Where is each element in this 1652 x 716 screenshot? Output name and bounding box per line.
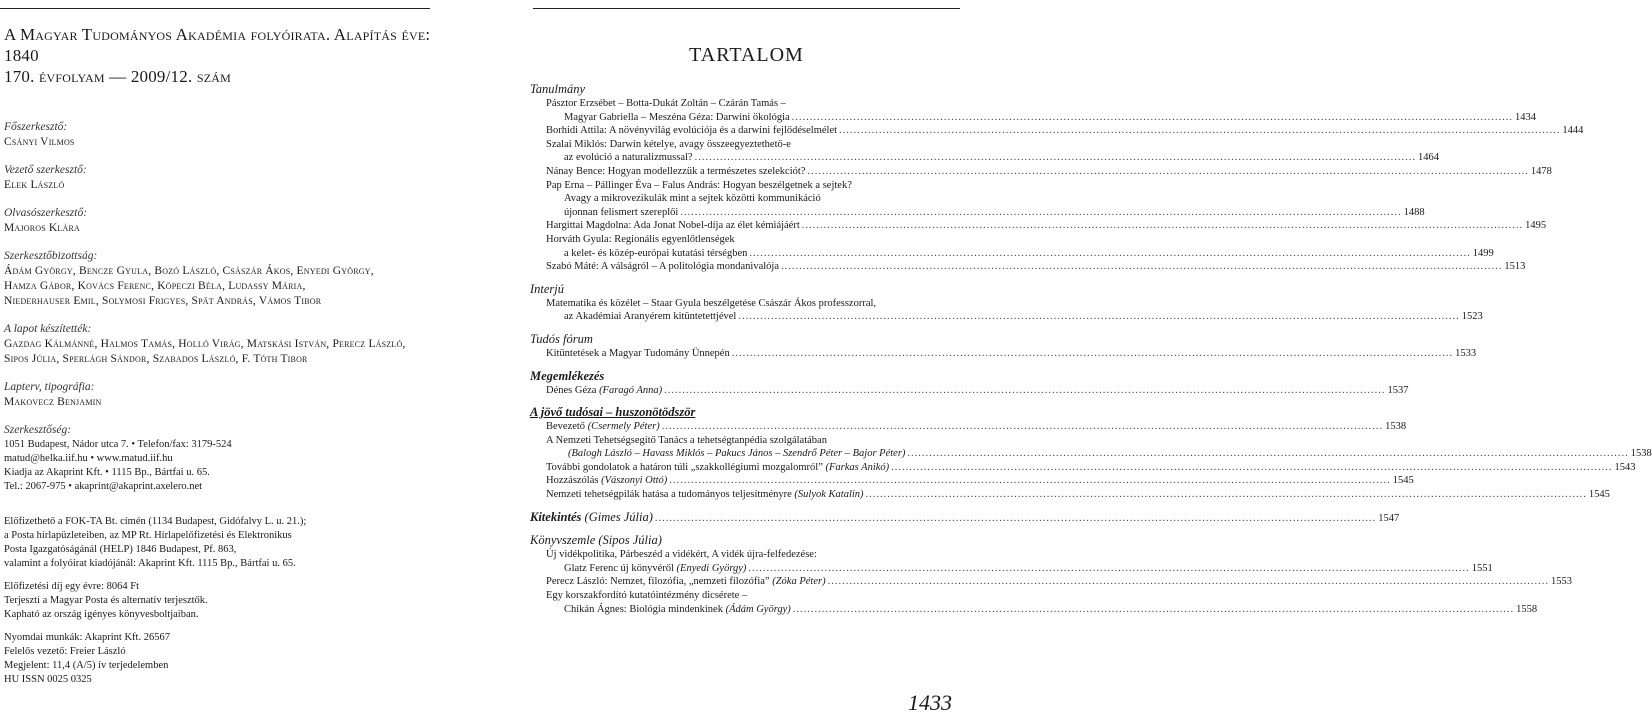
office-line-2: matud@helka.iif.hu • www.matud.iif.hu [4,453,173,464]
leader-dots [828,575,1549,589]
leader-dots [749,247,1470,261]
staff-names-board-3: Niederhauser Emil, Solymosi Frigyes, Spät András, Vámos Tibor [4,295,322,307]
toc-section-kitekintes[interactable]: Kitekintés (Gimes Júlia) ..... 1547 [530,509,950,526]
staff-names-contributors-1: Gazdag Kálmánné, Halmos Tamás, Holló Virág, Matskási István, Perecz László, [4,338,406,350]
leader-dots [664,384,1385,398]
subscription-line-3: Posta Igazgatóságánál (HELP) 1846 Budapest, Pf. 863, [4,544,237,555]
toc-entry[interactable]: az Akadémiai Aranyérem kitüntetettjével ..... 1523 [530,310,950,324]
page-number: 1433 [908,690,952,715]
leader-dots [802,219,1523,233]
print-line-2: Felelős vezető: Freier László [4,646,126,657]
leader-dots [839,124,1560,138]
leader-dots [907,447,1628,461]
toc-section-interju: Interjú [530,281,565,296]
price-line-2: Terjeszti a Magyar Posta és alternatív terjesztők. [4,595,208,606]
toc-entry[interactable]: Dénes Géza (Faragó Anna) ..... 1537 [530,384,950,398]
leader-dots [891,461,1612,475]
toc-page: 1553 [1550,576,1572,588]
leader-dots [732,347,1453,361]
staff-label-contributors: A lapot készítették: [4,323,92,335]
staff-names-board-2: Hamza Gábor, Kovács Ferenc, Köpeczi Béla, Ludassy Mária, [4,280,306,292]
top-rule-right [533,8,960,9]
staff-name-design: Makovecz Benjamin [4,396,102,408]
toc-entry[interactable]: Nánay Bence: Hogyan modellezzük a természetes szelekciót? ..... 1478 [530,165,950,179]
leader-dots [807,165,1528,179]
toc-entry[interactable]: Hargittai Magdolna: Ada Jonat Nobel-díja az élet kémiájáért ..... 1495 [530,219,950,233]
office-line-1: 1051 Budapest, Nádor utca 7. • Telefon/fax: 3179-524 [4,439,232,450]
toc-page: 1545 [1588,489,1610,501]
leader-dots [662,420,1383,434]
leader-dots [792,111,1513,125]
staff-label-managing-editor: Vezető szerkesztő: [4,164,87,176]
toc-page: 1537 [1387,384,1409,396]
toc-entry[interactable]: Matematika és közélet – Staar Gyula beszélgetése Császár Ákos professzorral, [546,297,877,309]
toc-page: 1538 [1385,421,1407,433]
toc-entry[interactable]: Szalai Miklós: Darwin kételye, avagy összeegyeztethető-e [546,138,791,150]
staff-names-board-1: Ádám György, Bencze Gyula, Bozó László, Császár Ákos, Enyedi György, [4,265,374,277]
toc-entry[interactable]: Perecz László: Nemzet, filozófia, „nemzeti filozófia” (Zóka Péter) ..... 1553 [530,575,950,589]
print-line-1: Nyomdai munkák: Akaprint Kft. 26567 [4,632,170,643]
toc-entry[interactable]: A Nemzeti Tehetségsegítő Tanács a tehetségtanpédia szolgálatában [546,434,827,446]
toc-page: 1513 [1504,261,1526,273]
toc-section-tudos-forum: Tudós fórum [530,331,593,346]
toc [530,81,1652,616]
print-line-4: HU ISSN 0025 0325 [4,674,92,685]
leader-dots [781,260,1502,274]
toc-page: 1523 [1461,311,1483,323]
toc-entry[interactable]: Horváth Gyula: Regionális egyenlőtlenségek [546,233,735,245]
staff-name-editor-in-chief: Csányi Vilmos [4,136,75,148]
leader-dots [655,512,1376,526]
top-rule-left [0,8,430,9]
leader-dots [793,603,1514,617]
office-line-3: Kiadja az Akaprint Kft. • 1115 Bp., Bártfai u. 65. [4,467,210,478]
toc-page: 1464 [1417,152,1439,164]
subscription-line-4: valamint a folyóirat kiadójánál: Akaprint Kft. 1115 Bp., Bártfai u. 65. [4,558,296,569]
leader-dots [748,562,1469,576]
leader-dots [738,310,1459,324]
staff-names-contributors-2: Sipos Júlia, Sperlágh Sándor, Szabados László, F. Tóth Tibor [4,353,308,365]
toc-page: 1488 [1403,206,1425,218]
price-line-3: Kapható az ország igényes könyvesboltjaiban. [4,609,199,620]
toc-entry[interactable]: újonnan felismert szereplői ..... 1488 [530,206,950,220]
staff-name-managing-editor: Elek László [4,179,65,191]
toc-section-jovo-tudosai: A jövő tudósai – huszonötödször [530,405,696,420]
toc-entry[interactable]: Chikán Ágnes: Biológia mindenkinek (Ádám György) ..... 1558 [530,603,950,617]
toc-entry[interactable]: a kelet- és közép-európai kutatási térségben ..... 1499 [530,247,950,261]
toc-section-tanulmany: Tanulmány [530,82,586,96]
staff-label-design: Lapterv, tipográfia: [4,381,95,393]
office-label: Szerkesztőség: [4,424,72,436]
toc-page: 1551 [1471,562,1493,574]
leader-dots [695,151,1416,165]
toc-entry[interactable]: Magyar Gabriella – Meszéna Géza: Darwini ökológia ..... 1434 [530,111,950,125]
leader-dots [866,488,1587,502]
subscription-line-2: a Posta hírlapüzleteiben, az MP Rt. Hírlapelőfizetési és Elektronikus [4,530,292,541]
toc-page: 1478 [1530,165,1552,177]
toc-entry[interactable]: Szabó Máté: A válságról – A politológia mondanivalója ..... 1513 [530,260,950,274]
toc-entry[interactable]: Nemzeti tehetségpilák hatása a tudományos teljesítményre (Sulyok Katalin) ..... 1545 [530,488,950,502]
toc-entry[interactable]: Új vidékpolitika, Párbeszéd a vidékért, A vidék újra-felfedezése: [546,549,817,561]
toc-page: 1434 [1515,111,1537,123]
journal-title-line2: 170. évfolyam — 2009/12. szám [4,67,231,86]
toc-page: 1533 [1455,347,1477,359]
toc-page: 1558 [1516,603,1538,615]
toc-page: 1545 [1392,475,1414,487]
toc-entry[interactable]: Pásztor Erzsébet – Botta-Dukát Zoltán – Czárán Tamás – [546,98,786,109]
staff-label-copy-editor: Olvasószerkesztő: [4,207,88,219]
print-line-3: Megjelent: 11,4 (A/5) ív terjedelemben [4,660,169,671]
toc-page: 1444 [1562,125,1584,137]
subscription-line-1: Előfizethető a FOK-TA Bt. címén (1134 Budapest, Gidófalvy L. u. 21.); [4,516,307,527]
price-line-1: Előfizetési díj egy évre: 8064 Ft [4,581,140,592]
toc-entry[interactable]: az evolúció a naturalizmussal? ..... 1464 [530,151,950,165]
toc-entry[interactable]: Borhidi Attila: A növényvilág evolúciója és a darwini fejlődéselmélet ..... 1444 [530,124,950,138]
toc-entry[interactable]: (Balogh László – Havass Miklós – Pakucs János – Szendrő Péter – Bajor Péter) ..... 1538 [530,447,950,461]
toc-section-konyvszemle: Könyvszemle (Sipos Júlia) [530,533,662,548]
toc-entry[interactable]: Hozzászólás (Vászonyi Ottó) ..... 1545 [530,474,950,488]
toc-page: 1538 [1630,448,1652,460]
journal-title-line1: A Magyar Tudományos Akadémia folyóirata. Alapítás éve: 1840 [4,25,431,65]
staff-label-editor-in-chief: Főszerkesztő: [4,121,68,133]
toc-entry[interactable]: Bevezető (Csermely Péter) ..... 1538 [530,420,950,434]
staff-label-board: Szerkesztőbizottság: [4,250,98,262]
leader-dots [680,206,1401,220]
toc-section-megemlekezes: Megemlékezés [530,368,605,383]
toc-page: 1499 [1472,247,1494,259]
toc-entry[interactable]: Egy korszakfordító kutatóintézmény dicsérete – [546,590,748,602]
office-line-4: Tel.: 2067-975 • akaprint@akaprint.axelero.net [4,481,203,492]
toc-entry[interactable]: Kitüntetések a Magyar Tudomány Ünnepén ..... 1533 [530,347,950,361]
toc-entry[interactable]: Pap Erna – Pállinger Éva – Falus András: Hogyan beszélgetnek a sejtek? [546,179,852,191]
toc-entry[interactable]: Glatz Ferenc új könyvéről (Enyedi György) ..... 1551 [530,562,950,576]
toc-entry[interactable]: Avagy a mikrovezikulák mint a sejtek közötti kommunikáció [564,193,821,205]
toc-page: 1547 [1378,512,1400,524]
staff-name-copy-editor: Majoros Klára [4,222,81,234]
leader-dots [669,474,1390,488]
toc-title: TARTALOM [689,44,804,66]
toc-page: 1495 [1525,220,1547,232]
toc-entry[interactable]: További gondolatok a határon túli „szakkollégiumi mozgalomról” (Farkas Anikó) ..... 1543 [530,461,950,475]
toc-page: 1543 [1614,461,1636,473]
masthead [4,24,444,687]
